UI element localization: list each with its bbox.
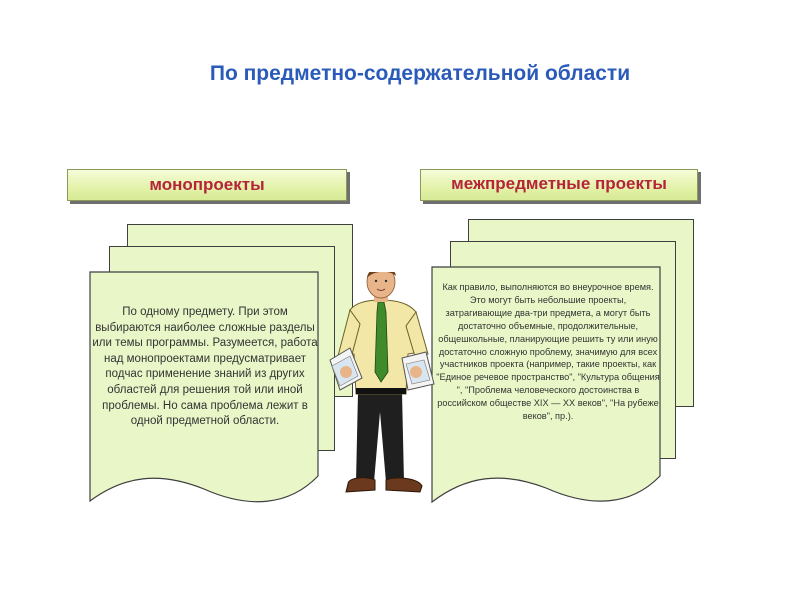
interdisciplinary-label: межпредметные проекты (420, 169, 698, 201)
businessman-figure (328, 272, 438, 508)
monoprojects-label: монопроекты (67, 169, 347, 201)
left-description: По одному предмету. При этом выбираются наиболее сложные разделы или темы программы. Разумеется, работа над монопроектами предусматривает подчас применение знаний из других областей для решения той или иной проблемы. Но сама проблема лежит в одной предметной области. (92, 306, 318, 428)
right-description: Как правило, выполняются во внеурочное время. Это могут быть небольшие проекты, затрагивающие два-три предмета, а могут быть достаточно объемные, продолжительные, общешкольные, планирующие решить ту или иную достаточно сложную проблему, значимую для всех участников проекта (например, такие проекты, как "Единое речевое пространство", "Культура общения ", "Проблема человеческого достоинства в российском обществе XIX — XX веков", "На рубеже веков", пр.). (436, 282, 660, 422)
page-title: По предметно-содержательной области (209, 62, 631, 85)
